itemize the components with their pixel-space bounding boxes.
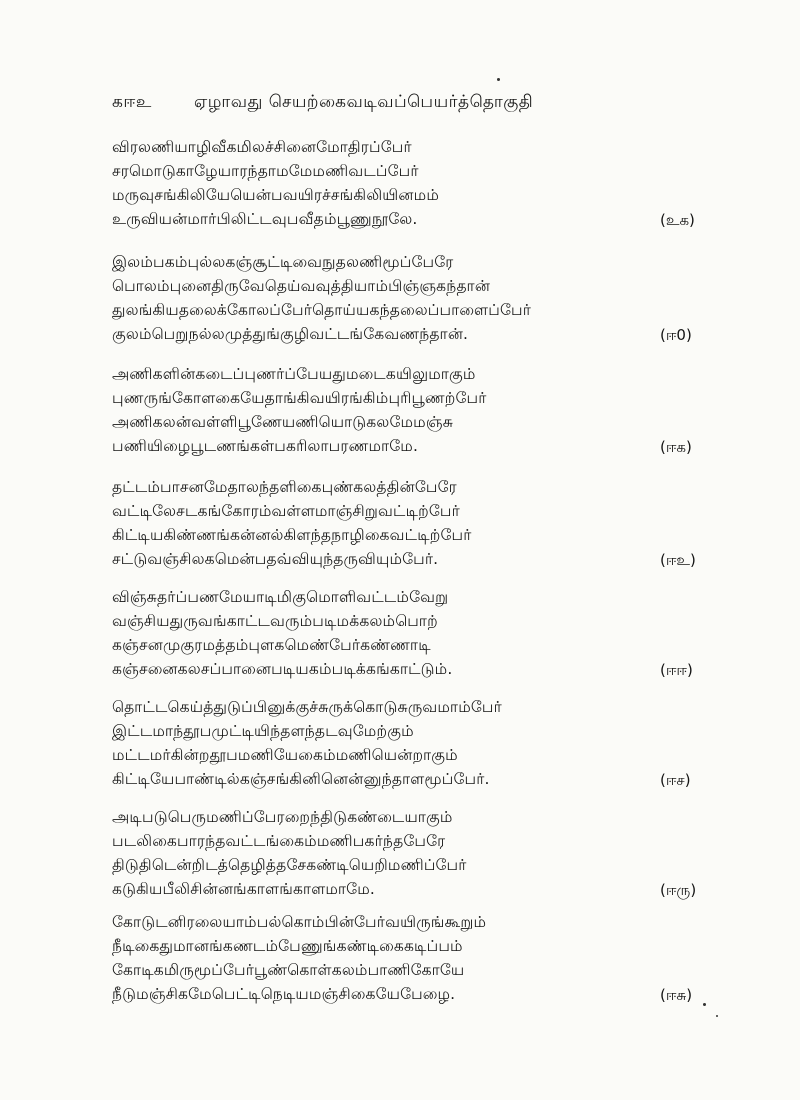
verse-number: (ஈ0) — [660, 326, 692, 344]
verse-line: அணிகளின்கடைப்புணர்ப்பேயதுமடைகயிலுமாகும் — [112, 365, 476, 383]
verse-33 — [112, 585, 712, 681]
verse-line: விரலணியாழிவீகமிலச்சினைமோதிரப்பேர் — [112, 138, 412, 156]
verse-line: கடுகியபீலிசின்னங்காளங்காளமாமே. — [112, 880, 375, 898]
scan-speck — [716, 1015, 718, 1017]
verse-line: கிட்டியேபாண்டில்கஞ்சங்கினினென்னுந்தாளமூப்பேர். — [112, 770, 490, 788]
verse-number: (ஈஉ) — [660, 551, 696, 569]
page-number: கஈஉ — [112, 92, 152, 112]
verse-line: பணியிழைபூடணங்கள்பகரிலாபரணமாமே. — [112, 437, 419, 455]
verse-line: தட்டம்பாசனமேதாலந்தளிகைபுண்கலத்தின்பேரே — [112, 478, 457, 496]
verse-line: நீடிகைதுமானங்கணடம்பேணுங்கண்டிகைகடிப்பம் — [112, 937, 463, 955]
verse-line: குலம்பெறுநல்லமுத்துங்குழிவட்டங்கேவணந்தான். — [112, 325, 469, 343]
verse-number: (ஈசு) — [660, 986, 693, 1004]
verse-line: புணருங்கோளகையேதாங்கிவயிரங்கிம்புரிபூணற்பேர் — [112, 389, 487, 407]
verse-line: பொலம்புனைதிருவேதெய்வவுத்தியாம்பிஞ்ஞகந்தான் — [112, 277, 491, 295]
verse-number: (ஈரு) — [660, 881, 697, 899]
verse-34 — [112, 695, 712, 791]
verse-line: கோடுடனிரலையாம்பல்கொம்பின்பேர்வயிருங்கூறும் — [112, 913, 487, 931]
verse-21 — [112, 135, 712, 231]
verse-line: கஞ்சனைகலசப்பானைபடியகம்படிக்கங்காட்டும். — [112, 660, 453, 678]
verse-number: (ஈஈ) — [660, 661, 693, 679]
verse-line: திடுதிடென்றிடத்தெழித்தசேகண்டியெறிமணிப்பேர் — [112, 856, 467, 874]
verse-line: இலம்பகம்புல்லகஞ்சூட்டிவைநுதலணிமூப்பேரே — [112, 253, 454, 271]
scan-speck — [497, 78, 500, 81]
verse-number: (ஈச) — [660, 771, 691, 789]
verse-line: கோடிகமிருமூப்பேர்பூண்கொள்கலம்பாணிகோயே — [112, 961, 465, 979]
verse-line: இட்டமாந்தூபமுட்டியிந்தளந்தடவுமேற்கும் — [112, 722, 414, 740]
verse-line: மட்டமர்கின்றதூபமணியேகைம்மணியென்றாகும் — [112, 746, 458, 764]
verse-line: அணிகலன்வள்ளிபூணேயணியொடுகலமேமஞ்சு — [112, 413, 454, 431]
verse-line: சரமொடுகாழேயாரந்தாமமேமணிவடப்பேர் — [112, 162, 419, 180]
verse-35 — [112, 805, 712, 901]
verse-line: கஞ்சனமுகுரமத்தம்புளகமெண்பேர்கண்ணாடி — [112, 636, 431, 654]
verse-line: துலங்கியதலைக்கோலப்பேர்தொய்யகந்தலைப்பாளைப்பேர் — [112, 301, 531, 319]
page-header — [112, 92, 672, 122]
verse-line: விஞ்சுதர்ப்பணமேயாடிமிகுமொளிவட்டம்வேறு — [112, 588, 449, 606]
verse-line: வட்டிலேசடகங்கோரம்வள்ளமாஞ்சிறுவட்டிற்பேர் — [112, 502, 460, 520]
chapter-title: ஏழாவது செயற்கைவடிவப்பெயர்த்தொகுதி — [194, 92, 534, 112]
scan-speck — [703, 1003, 706, 1006]
verse-line: படலிகைபாரந்தவட்டங்கைம்மணிபகர்ந்தபேரே — [112, 832, 446, 850]
verse-line: சட்டுவஞ்சிலகமென்பதவ்வியுந்தருவியும்பேர். — [112, 550, 439, 568]
verse-line: மருவுசங்கிலியேயென்பவயிரச்சங்கிலியினமம் — [112, 186, 439, 204]
verse-line: அடிபடுபெருமணிப்பேரறைந்திடுகண்டையாகும் — [112, 808, 453, 826]
verse-36 — [112, 910, 712, 1006]
verse-30 — [112, 250, 712, 346]
verse-line: தொட்டகெய்த்துடுப்பினுக்குச்சுருக்கொடுசுருவமாம்பேர் — [112, 698, 502, 716]
verse-line: வஞ்சியதுருவங்காட்டவரும்படிமக்கலம்பொற் — [112, 612, 438, 630]
verse-line: நீடுமஞ்சிகமேபெட்டிநெடியமஞ்சிகையேபேழை. — [112, 985, 456, 1003]
verse-31 — [112, 362, 712, 458]
verse-line: கிட்டியகிண்ணங்கன்னல்கிளந்தநாழிகைவட்டிற்பேர் — [112, 526, 472, 544]
verse-32 — [112, 475, 712, 571]
verse-number: (உக) — [660, 211, 695, 229]
verse-number: (ஈக) — [660, 438, 692, 456]
verse-line: உருவியன்மார்பிலிட்டவுபவீதம்பூணுநூலே. — [112, 210, 418, 228]
